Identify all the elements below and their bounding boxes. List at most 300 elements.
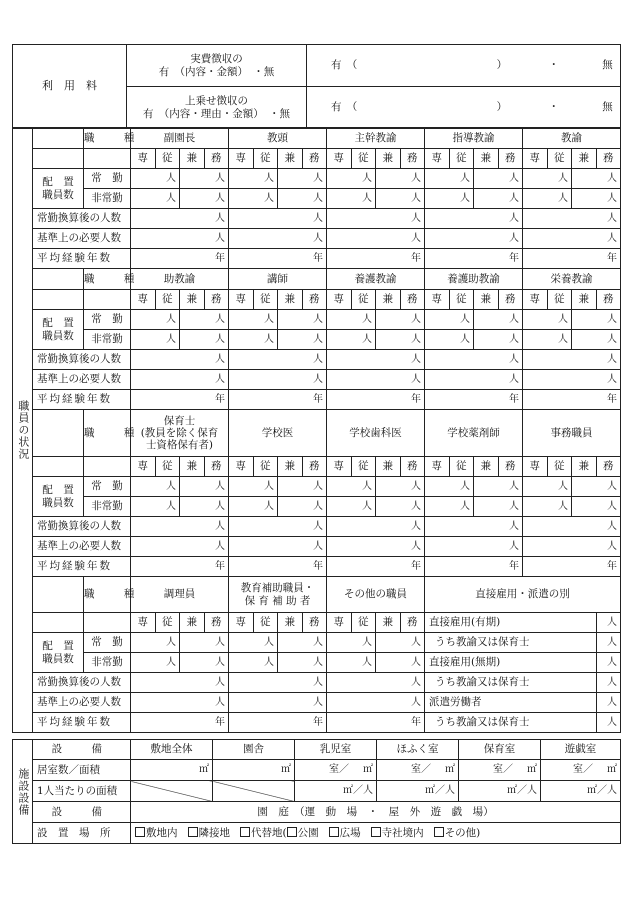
concurrent-fulltime-input[interactable] [376,169,425,189]
dedicated-parttime-input[interactable] [131,497,180,517]
concurrent-fulltime-input[interactable] [180,310,229,330]
dedicated-parttime-input[interactable] [131,330,180,350]
person-unit: 人 [313,500,323,512]
concurrent-fulltime-input[interactable] [474,169,523,189]
person-unit: 人 [215,696,225,708]
employment-count-input[interactable] [596,713,621,733]
person-unit: 人 [362,656,372,668]
fee-table [12,44,621,129]
job-header-block4-0: 調理員 [131,577,229,613]
person-unit: 人 [558,480,568,492]
concurrent-fulltime-input[interactable] [474,477,523,497]
concurrent-fulltime-input[interactable] [278,169,327,189]
converted-input[interactable] [425,350,523,370]
dedicated-fulltime-input[interactable] [523,169,572,189]
duty-mu-label: 務 [596,457,621,477]
person-unit: 人 [362,172,372,184]
duty-mu-label: 務 [596,149,621,169]
required-input[interactable] [327,229,425,249]
converted-input[interactable] [131,350,229,370]
staff-table [12,127,621,733]
dedicated-fulltime-input[interactable] [523,310,572,330]
dedicated-parttime-input[interactable] [523,330,572,350]
person-unit: 人 [166,172,176,184]
concurrent-parttime-input[interactable] [180,653,229,673]
dedicated-parttime-input[interactable] [229,497,278,517]
converted-input[interactable] [425,209,523,229]
concurrent-parttime-input[interactable] [376,189,425,209]
avg_years-input[interactable] [131,713,229,733]
dedicated-parttime-input[interactable] [523,189,572,209]
avg_years-label: 平均経験年数 [33,557,131,577]
converted-input[interactable] [229,350,327,370]
required-input[interactable] [131,370,229,390]
concurrent-fulltime-input[interactable] [376,477,425,497]
person-unit: 人 [166,636,176,648]
avg_years-input[interactable] [131,249,229,269]
person-unit: 人 [558,333,568,345]
dedicated-fulltime-input[interactable] [425,310,474,330]
extra-fee-yes: 有 （ [331,101,358,114]
person-unit: 人 [607,232,617,244]
concurrent-fulltime-input[interactable] [474,310,523,330]
converted-input[interactable] [229,209,327,229]
cell [33,128,84,149]
concurrent-parttime-input[interactable] [278,330,327,350]
person-unit: 人 [607,172,617,184]
duty-ken-label: 兼 [474,457,499,477]
concurrent-fulltime-input[interactable] [180,169,229,189]
converted-input[interactable] [131,517,229,537]
person-unit: 人 [460,333,470,345]
dedicated-fulltime-input[interactable] [327,310,376,330]
person-unit: 人 [313,656,323,668]
cell [33,410,84,457]
job-type-label: 職 種 [84,269,131,290]
job-header-block2-2: 養護教諭 [327,269,425,290]
person-unit: 人 [215,636,225,648]
dedicated-fulltime-input[interactable] [523,477,572,497]
job-header-block1-2: 主幹教諭 [327,128,425,149]
concurrent-parttime-input[interactable] [572,189,621,209]
person-unit: 人 [460,192,470,204]
employment-type-header: 直接雇用・派遣の別 [425,577,621,613]
person-unit: 人 [313,212,323,224]
duty-mu-label: 務 [302,613,327,633]
person-unit: 人 [411,676,421,688]
duty-sen-label: 専 [425,457,450,477]
nursery-per-person-input[interactable] [459,781,541,802]
year-unit: 年 [215,560,225,572]
person-unit: 人 [313,520,323,532]
converted-input[interactable] [131,673,229,693]
dedicated-parttime-input[interactable] [327,189,376,209]
cell [33,290,84,310]
employment-count-input[interactable] [596,693,621,713]
duty-ju-label: 従 [449,457,474,477]
m2-unit: ㎡ [607,764,617,776]
required-input[interactable] [229,229,327,249]
staff-count-label: 職員数 [42,329,74,342]
job-type-label: 職 種 [84,410,131,457]
person-unit: 人 [313,313,323,325]
person-unit: 人 [362,313,372,325]
employment-row-label: うち教諭又は保育士 [425,673,597,693]
required-input[interactable] [327,537,425,557]
required-input[interactable] [425,537,523,557]
dedicated-fulltime-input[interactable] [327,169,376,189]
duty-ju-label: 従 [155,457,180,477]
actual-cost-sub: 有 （内容・金額） ・無 [158,65,275,78]
person-unit: 人 [509,212,519,224]
concurrent-parttime-input[interactable] [474,189,523,209]
person-unit: 人 [607,480,617,492]
duty-ken-label: 兼 [180,290,205,310]
dedicated-parttime-input[interactable] [425,497,474,517]
duty-sen-label: 専 [523,149,548,169]
person-unit: 人 [215,192,225,204]
checkbox-temple[interactable] [371,827,424,839]
converted-input[interactable] [131,209,229,229]
converted-input[interactable] [229,517,327,537]
job-header-block1-3: 指導教諭 [425,128,523,149]
required-input[interactable] [523,229,621,249]
crawling-room-input[interactable] [377,760,459,781]
room-unit: 室／ [329,764,349,776]
duty-ken-label: 兼 [376,290,401,310]
concurrent-parttime-input[interactable] [278,497,327,517]
person-unit: 人 [607,333,617,345]
year-unit: 年 [607,560,617,572]
allocation-staff-count-label [33,310,84,350]
duty-mu-label: 務 [498,290,523,310]
avg_years-input[interactable] [523,557,621,577]
dedicated-fulltime-input[interactable] [425,169,474,189]
concurrent-fulltime-input[interactable] [572,169,621,189]
extra-fee-field[interactable] [307,87,621,129]
infant-per-person-input[interactable] [295,781,377,802]
person-unit: 人 [411,313,421,325]
person-unit: 人 [215,333,225,345]
playroom-input[interactable] [541,760,621,781]
m2-unit: ㎡ [527,764,537,776]
dedicated-fulltime-input[interactable] [131,477,180,497]
dedicated-parttime-input[interactable] [425,330,474,350]
rooms-area-label: 居室数／面積 [33,760,131,781]
avg_years-label: 平均経験年数 [33,713,131,733]
dedicated-parttime-input[interactable] [131,189,180,209]
concurrent-parttime-input[interactable] [180,497,229,517]
crawling-per-person-input[interactable] [377,781,459,802]
duty-ken-label: 兼 [474,290,499,310]
concurrent-fulltime-input[interactable] [376,633,425,653]
option-label: その他) [444,826,481,839]
duty-sen-label: 専 [131,290,156,310]
duty-ken-label: 兼 [376,149,401,169]
actual-cost-title: 実費徴収の [190,53,243,66]
dedicated-fulltime-input[interactable] [131,169,180,189]
cell [84,613,131,633]
duty-sen-label: 専 [327,457,352,477]
concurrent-parttime-input[interactable] [376,330,425,350]
avg_years-input[interactable] [229,249,327,269]
avg_years-input[interactable] [327,557,425,577]
dedicated-fulltime-input[interactable] [131,310,180,330]
concurrent-fulltime-input[interactable] [278,633,327,653]
checkbox-icon [287,827,297,837]
infant-room-input[interactable] [295,760,377,781]
required-input[interactable] [131,229,229,249]
dedicated-parttime-input[interactable] [523,497,572,517]
duty-sen-label: 専 [229,613,254,633]
duty-ken-label: 兼 [180,457,205,477]
person-unit: 人 [264,656,274,668]
playroom-per-person-input[interactable] [541,781,621,802]
concurrent-fulltime-input[interactable] [572,477,621,497]
room-infant: 乳児室 [295,740,377,760]
employment-count-input[interactable] [596,613,621,633]
employment-count-input[interactable] [596,633,621,653]
person-unit: 人 [166,500,176,512]
avg_years-input[interactable] [327,713,425,733]
dedicated-fulltime-input[interactable] [425,477,474,497]
person-unit: 人 [411,232,421,244]
duty-ju-label: 従 [351,290,376,310]
dedicated-parttime-input[interactable] [229,653,278,673]
person-unit: 人 [215,676,225,688]
concurrent-fulltime-input[interactable] [278,477,327,497]
duty-mu-label: 務 [400,149,425,169]
concurrent-parttime-input[interactable] [180,189,229,209]
concurrent-fulltime-input[interactable] [572,310,621,330]
dedicated-fulltime-input[interactable] [131,633,180,653]
concurrent-parttime-input[interactable] [180,330,229,350]
converted-input[interactable] [327,350,425,370]
concurrent-parttime-input[interactable] [474,497,523,517]
person-unit: 人 [166,192,176,204]
converted-input[interactable] [425,517,523,537]
required-input[interactable] [229,370,327,390]
converted-input[interactable] [523,209,621,229]
avg_years-input[interactable] [425,390,523,410]
person-unit: 人 [166,656,176,668]
required-input[interactable] [425,229,523,249]
employment-row-label: うち教諭又は保育士 [425,713,597,733]
avg_years-input[interactable] [327,249,425,269]
dedicated-fulltime-input[interactable] [327,633,376,653]
per-person-area-label: 1人当たりの面積 [33,781,131,802]
duty-mu-label: 務 [204,290,229,310]
avg_years-input[interactable] [131,557,229,577]
duty-sen-label: 専 [131,149,156,169]
avg_years-label: 平均経験年数 [33,390,131,410]
room-crawling: ほふく室 [377,740,459,760]
checkbox-other[interactable] [434,827,481,839]
room-building: 園舎 [213,740,295,760]
dedicated-parttime-input[interactable] [327,330,376,350]
person-unit: 人 [166,313,176,325]
concurrent-fulltime-input[interactable] [180,477,229,497]
avg_years-input[interactable] [327,390,425,410]
allocation-label: 配 置 [42,640,74,653]
person-unit: 人 [509,373,519,385]
m2-unit: ㎡ [363,764,373,776]
extra-fee-close: ） [496,101,508,114]
duty-ju-label: 従 [547,149,572,169]
extra-fee-dot: ・ [548,101,559,114]
allocation-label: 配 置 [42,317,74,330]
cell [33,149,84,169]
cell [84,457,131,477]
concurrent-parttime-input[interactable] [474,330,523,350]
required-input[interactable] [327,693,425,713]
converted-label: 常勤換算後の人数 [33,350,131,370]
converted-input[interactable] [523,350,621,370]
person-unit: 人 [607,500,617,512]
job-header-block4-2: その他の職員 [327,577,425,613]
concurrent-fulltime-input[interactable] [278,310,327,330]
converted-input[interactable] [327,673,425,693]
fulltime-label: 常 勤 [84,169,131,189]
building-area-input[interactable] [213,760,295,781]
duty-sen-label: 専 [327,290,352,310]
year-unit: 年 [313,560,323,572]
person-unit: 人 [215,500,225,512]
allocation-staff-count-label [33,633,84,673]
checkbox-icon [135,827,145,837]
person-unit: 人 [313,696,323,708]
checkbox-site[interactable] [135,827,178,839]
person-unit: 人 [509,520,519,532]
dedicated-fulltime-input[interactable] [229,310,278,330]
dedicated-parttime-input[interactable] [131,653,180,673]
converted-input[interactable] [229,673,327,693]
concurrent-parttime-input[interactable] [278,189,327,209]
required-input[interactable] [327,370,425,390]
cell [84,290,131,310]
actual-cost-yes: 有 （ [331,59,358,72]
building-per-person-na [213,781,295,802]
duty-sen-label: 専 [229,290,254,310]
duty-ju-label: 従 [155,290,180,310]
avg_years-input[interactable] [229,390,327,410]
checkbox-icon [188,827,198,837]
dedicated-fulltime-input[interactable] [229,477,278,497]
converted-input[interactable] [327,517,425,537]
dedicated-parttime-input[interactable] [229,330,278,350]
required-input[interactable] [523,370,621,390]
person-unit: 人 [411,480,421,492]
avg_years-input[interactable] [523,390,621,410]
checkbox-plaza[interactable] [329,827,361,839]
person-unit: 人 [558,172,568,184]
employment-count-input[interactable] [596,653,621,673]
fulltime-label: 常 勤 [84,477,131,497]
person-unit: 人 [607,313,617,325]
avg_years-input[interactable] [425,249,523,269]
job-header-block3-1: 学校医 [229,410,327,457]
person-unit: 人 [313,480,323,492]
checkbox-adjacent[interactable] [188,827,231,839]
concurrent-parttime-input[interactable] [572,330,621,350]
extra-fee-none: 無 [602,101,613,114]
concurrent-fulltime-input[interactable] [376,310,425,330]
duty-ken-label: 兼 [376,457,401,477]
employment-row-label: うち教諭又は保育士 [425,633,597,653]
year-unit: 年 [411,716,421,728]
duty-ken-label: 兼 [572,457,597,477]
person-unit: 人 [362,333,372,345]
concurrent-parttime-input[interactable] [376,497,425,517]
person-unit: 人 [509,353,519,365]
employment-count-input[interactable] [596,673,621,693]
person-unit: 人 [607,676,617,688]
option-label: 公園 [297,826,319,839]
fulltime-label: 常 勤 [84,310,131,330]
location-label: 設 置 場 所 [33,823,131,844]
person-unit: 人 [264,172,274,184]
duty-ken-label: 兼 [180,149,205,169]
required-input[interactable] [425,370,523,390]
m2-unit: ㎡ [199,764,209,776]
concurrent-parttime-input[interactable] [278,653,327,673]
avg_years-input[interactable] [131,390,229,410]
person-unit: 人 [411,192,421,204]
avg_years-input[interactable] [425,557,523,577]
concurrent-fulltime-input[interactable] [180,633,229,653]
checkbox-substitute[interactable] [240,827,287,839]
extra-fee-sub: 有 （内容・理由・金額） ・無 [143,107,290,120]
person-unit: 人 [411,353,421,365]
required-input[interactable] [229,693,327,713]
duty-sen-label: 専 [131,613,156,633]
dedicated-fulltime-input[interactable] [327,477,376,497]
room-unit: 室／ [573,764,593,776]
job-header-block3-2: 学校歯科医 [327,410,425,457]
dedicated-parttime-input[interactable] [229,189,278,209]
required-input[interactable] [131,537,229,557]
avg_years-input[interactable] [229,713,327,733]
duty-mu-label: 務 [400,290,425,310]
concurrent-parttime-input[interactable] [572,497,621,517]
dedicated-parttime-input[interactable] [327,653,376,673]
site-area-input[interactable] [131,760,213,781]
person-unit: 人 [215,520,225,532]
converted-input[interactable] [327,209,425,229]
required-input[interactable] [229,537,327,557]
required-input[interactable] [523,537,621,557]
dedicated-fulltime-input[interactable] [229,633,278,653]
converted-label: 常勤換算後の人数 [33,517,131,537]
dedicated-parttime-input[interactable] [425,189,474,209]
dedicated-fulltime-input[interactable] [229,169,278,189]
converted-input[interactable] [523,517,621,537]
dedicated-parttime-input[interactable] [327,497,376,517]
concurrent-parttime-input[interactable] [376,653,425,673]
duty-mu-label: 務 [204,149,229,169]
nursery-room-input[interactable] [459,760,541,781]
person-unit: 人 [215,212,225,224]
avg_years-input[interactable] [229,557,327,577]
duty-sen-label: 専 [425,149,450,169]
required-input[interactable] [131,693,229,713]
room-unit: 室／ [493,764,513,776]
avg_years-input[interactable] [523,249,621,269]
option-label: 敷地内 [146,826,178,839]
checkbox-park[interactable] [287,827,319,839]
option-label: 寺社境内 [381,826,424,839]
actual-cost-field[interactable] [307,45,621,87]
